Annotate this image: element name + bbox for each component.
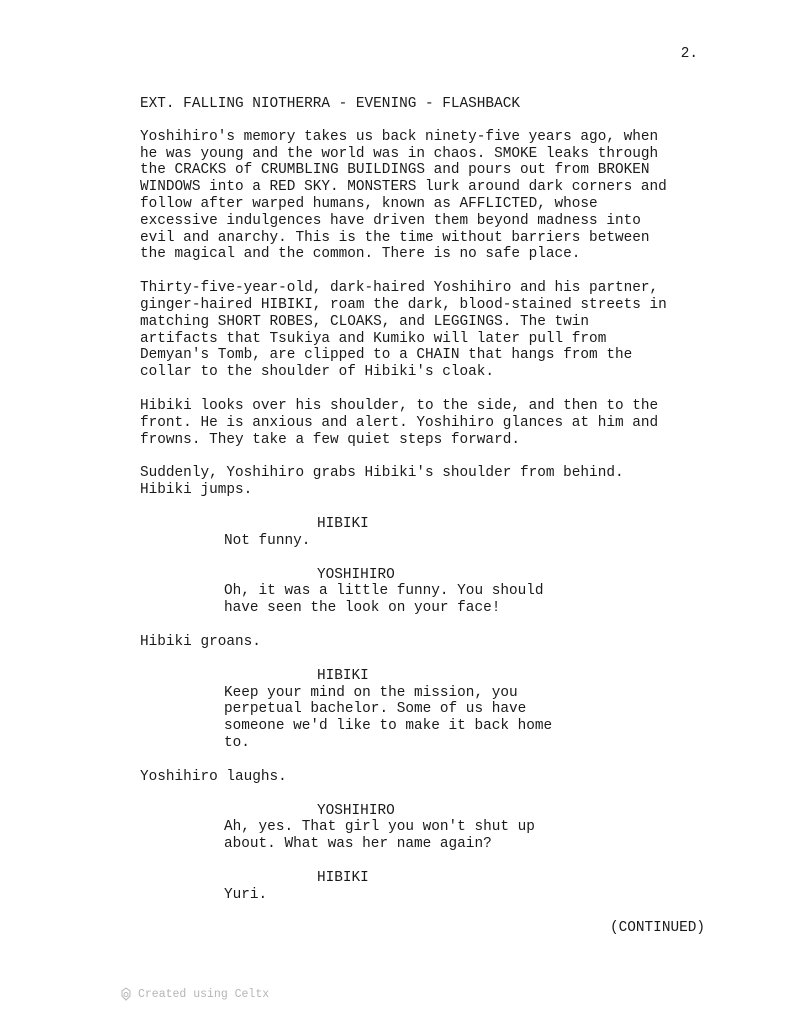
footer-text: Created using Celtx <box>138 987 270 1001</box>
dialogue-block <box>140 516 720 550</box>
character-name: YOSHIHIRO <box>317 802 395 819</box>
action-line: Suddenly, Yoshihiro grabs Hibiki's shoulder from behind. Hibiki jumps. <box>140 465 624 499</box>
footer <box>120 987 269 1001</box>
dialogue-block <box>140 668 720 752</box>
scene-heading: EXT. FALLING NIOTHERRA - EVENING - FLASHBACK <box>140 96 520 112</box>
action-line: Yoshihiro laughs. <box>140 768 287 785</box>
character-name: HIBIKI <box>317 869 369 886</box>
character-name: HIBIKI <box>317 667 369 684</box>
dialogue-text: Ah, yes. That girl you won't shut up about. What was her name again? <box>224 819 535 853</box>
dialogue-text: Yuri. <box>224 886 268 903</box>
character-name: YOSHIHIRO <box>317 566 395 583</box>
action-line: Hibiki groans. <box>140 633 261 650</box>
dialogue-block <box>140 567 720 617</box>
action-line: Yoshihiro's memory takes us back ninety-five years ago, when he was young and the world was in chaos. SMOKE leaks through the CRACKS of CRUMBLING BUILDINGS and pours out from BROKEN WINDOWS into a RED SKY. MONSTERS lurk around dark corners and follow after warped humans, known as AFFLICTED, whose excessive indulgences have driven them beyond madness into evil and anarchy. This is the time without barriers between the magical and the common. There is no safe place. <box>140 128 667 263</box>
script-content <box>140 96 720 920</box>
celtx-logo-icon <box>120 987 132 1001</box>
continued-marker: (CONTINUED) <box>610 920 705 936</box>
dialogue-text: Not funny. <box>224 532 311 549</box>
dialogue-block <box>140 803 720 853</box>
dialogue-text: Oh, it was a little funny. You should have seen the look on your face! <box>224 583 544 617</box>
dialogue-text: Keep your mind on the mission, you perpetual bachelor. Some of us have someone we'd like to make it back home to. <box>224 684 553 751</box>
action-line: Thirty-five-year-old, dark-haired Yoshihiro and his partner, ginger-haired HIBIKI, roam the dark, blood-stained streets in matching SHORT ROBES, CLOAKS, and LEGGINGS. The twin artifacts that Tsukiya and Kumiko will later pull from Demyan's Tomb, are clipped to a CHAIN that hangs from the collar to the shoulder of Hibiki's cloak. <box>140 280 667 381</box>
dialogue-block <box>140 870 720 904</box>
page-number: 2. <box>680 46 698 62</box>
action-line: Hibiki looks over his shoulder, to the side, and then to the front. He is anxious and alert. Yoshihiro glances at him and frowns. They take a few quiet steps forward. <box>140 397 659 448</box>
character-name: HIBIKI <box>317 515 369 532</box>
